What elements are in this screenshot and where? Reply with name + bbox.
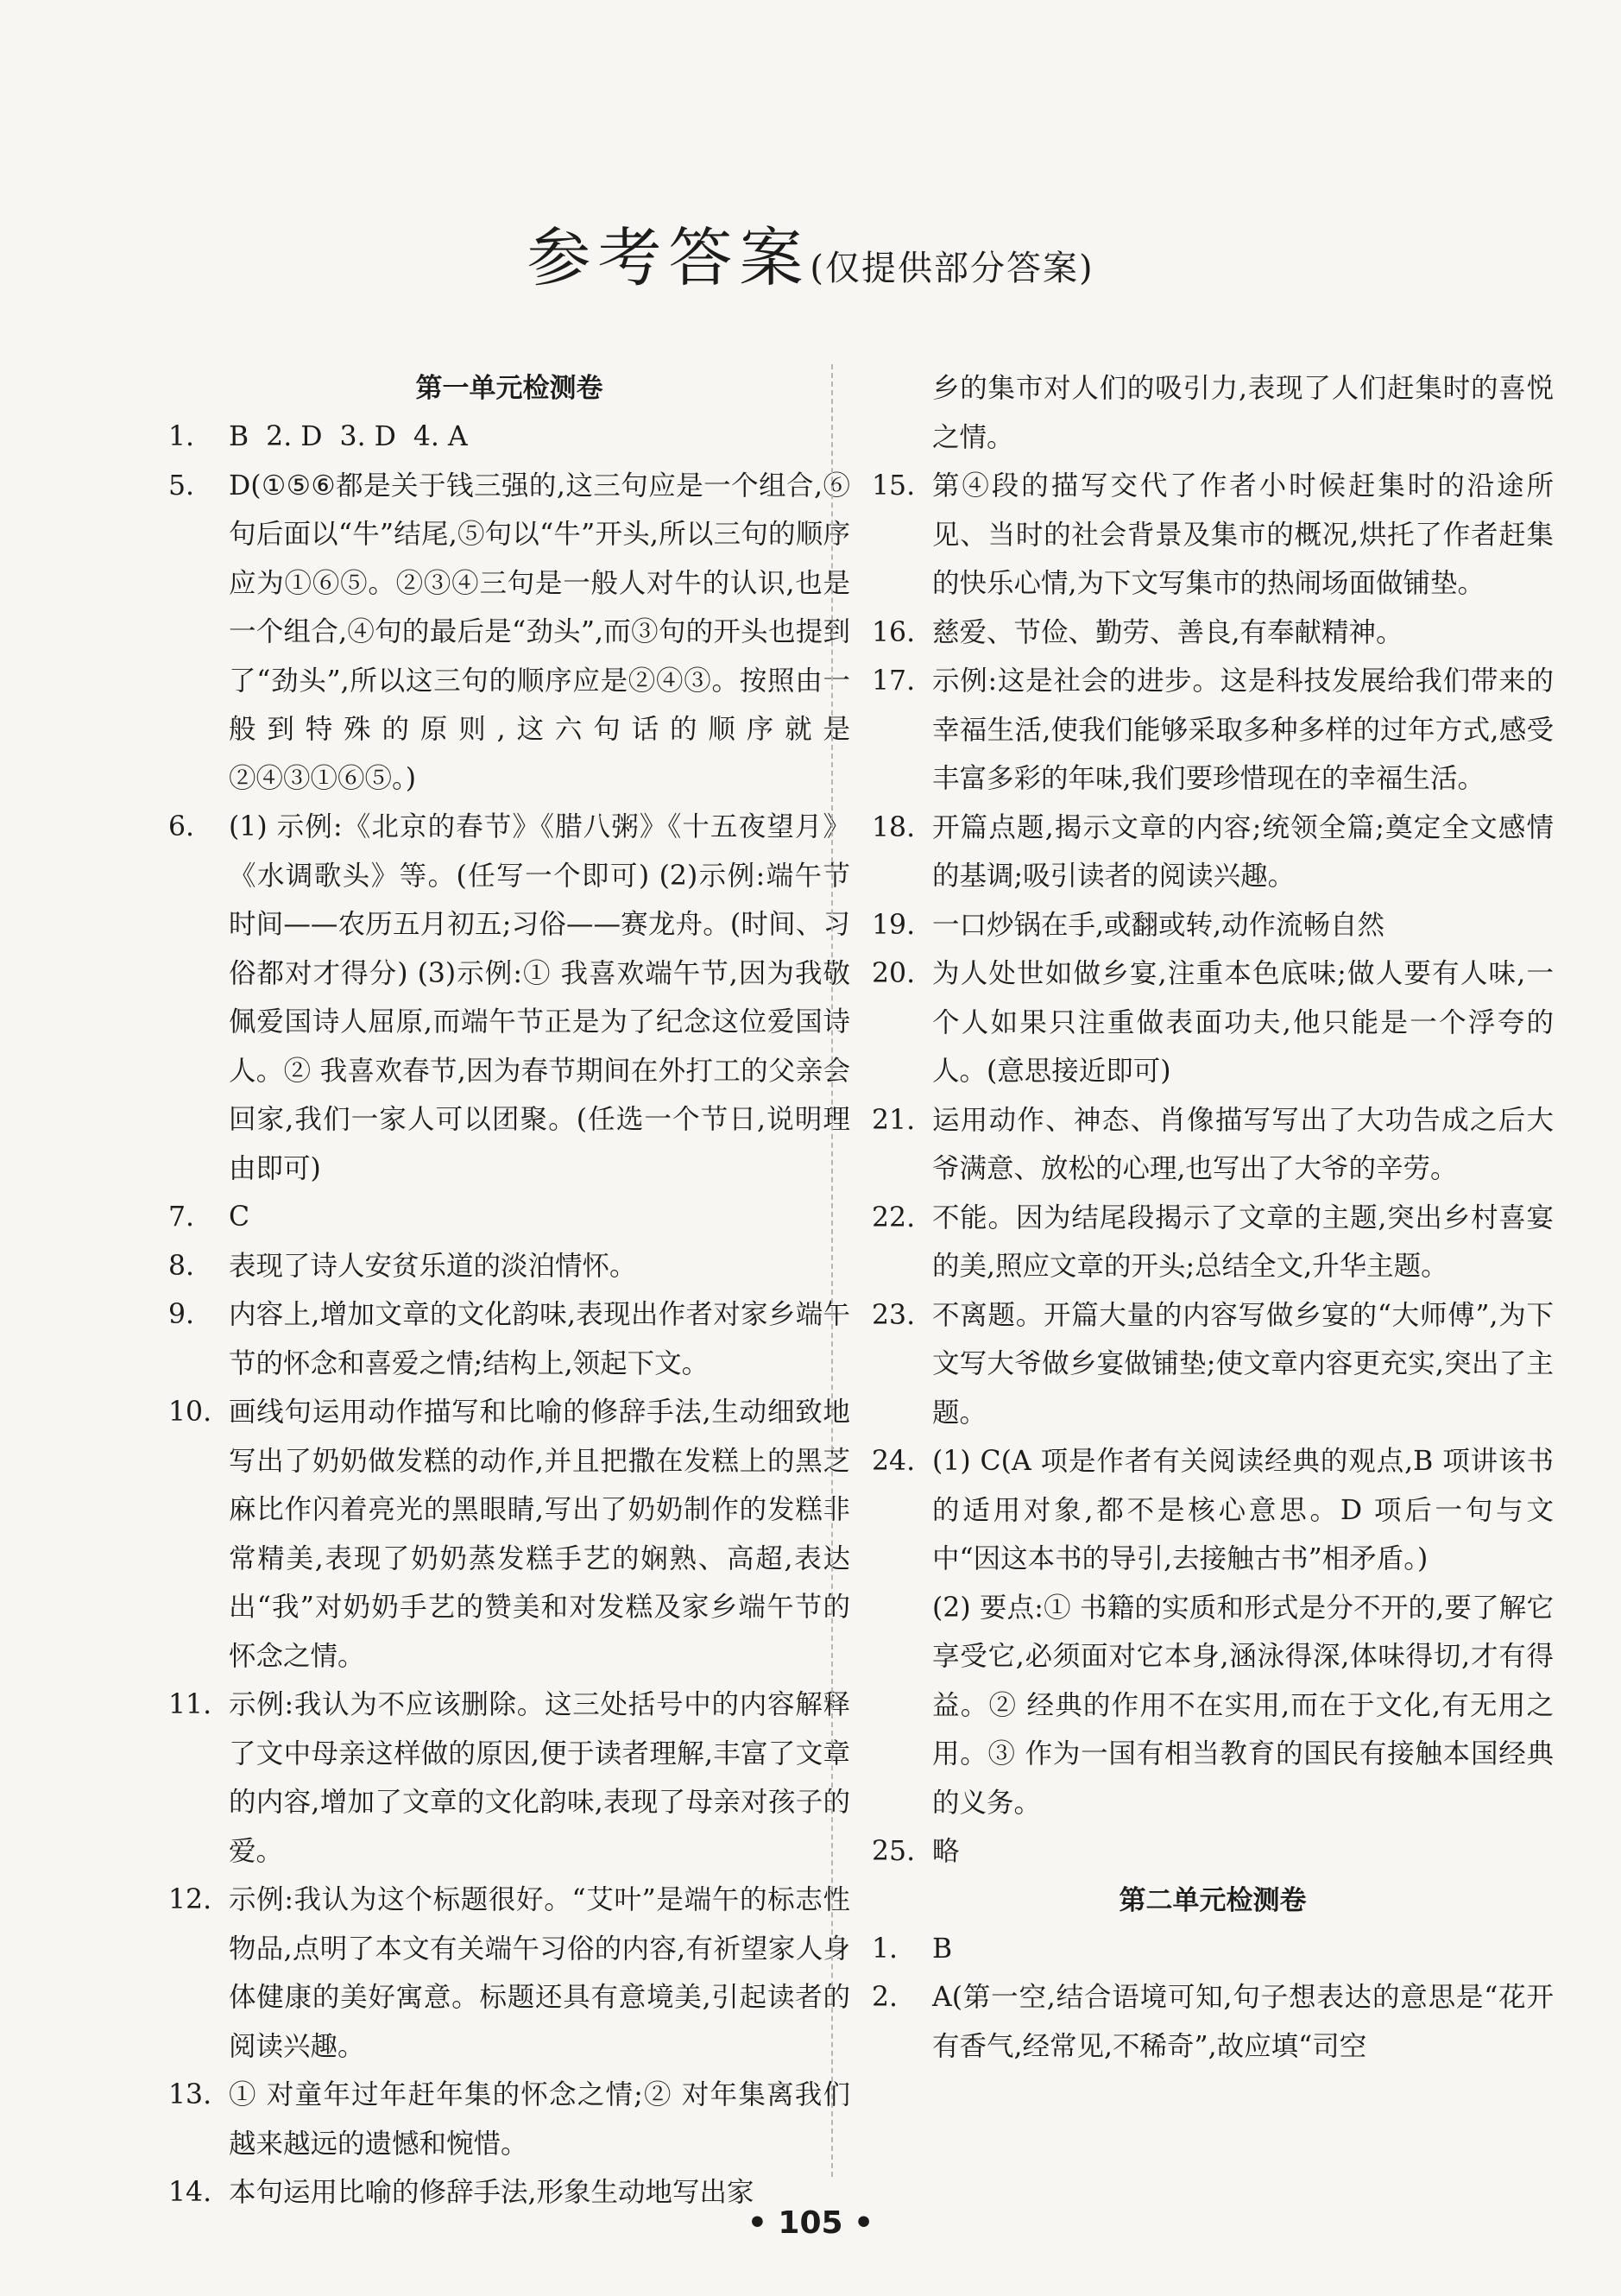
answer-item [168, 1193, 850, 1242]
answer-item [872, 1194, 1554, 1291]
answer-text: 第④段的描写交代了作者小时候赶集时的沿途所见、当时的社会背景及集市的概况,烘托了作者赶集的快乐心情,为下文写集市的热闹场面做铺垫。 [932, 470, 1554, 599]
answer-number: 11. [168, 1689, 212, 1720]
answer-text: (1) C(A 项是作者有关阅读经典的观点,B 项讲该书的适用对象,都不是核心意思。D 项后一句与文中“因这本书的导引,去接触古书”相矛盾。) [932, 1446, 1554, 1574]
answer-text: 画线句运用动作描写和比喻的修辞手法,生动细致地写出了奶奶做发糕的动作,并且把撒在发糕上的黑芝麻比作闪着亮光的黑眼睛,写出了奶奶制作的发糕非常精美,表现了奶奶蒸发糕手艺的娴熟、高超,表达出“我”对奶奶手艺的赞美和对发糕及家乡端午节的怀念之情。 [229, 1397, 850, 1672]
page-number: • 105 • [747, 2205, 874, 2241]
answer-text: D(①⑤⑥都是关于钱三强的,这三句应是一个组合,⑥句后面以“牛”结尾,⑤句以“牛”开头,所以三句的顺序应为①⑥⑤。②③④三句是一般人对牛的认识,也是一个组合,④句的最后是“劲头”,而③句的开头也提到了“劲头”,所以这三句的顺序应是②④③。按照由一般到特殊的原则,这六句话的顺序就是②④③①⑥⑤。) [229, 470, 850, 794]
title-subtitle: (仅提供部分答案) [810, 249, 1094, 288]
answer-item [872, 609, 1554, 658]
answer-number: 16. [872, 616, 916, 648]
answer-number: 6. [168, 811, 195, 842]
answer-item [872, 1827, 1554, 1877]
answer-number: 20. [872, 958, 916, 989]
answer-item [168, 1242, 850, 1291]
answer-number: 25. [872, 1836, 916, 1867]
answer-item [872, 657, 1554, 804]
title-main: 参考答案 [527, 221, 810, 295]
answer-number: 5. [168, 470, 195, 501]
answer-text: 本句运用比喻的修辞手法,形象生动地写出家 [229, 2177, 754, 2208]
answer-number: 12. [168, 1884, 212, 1915]
answer-number: 18. [872, 811, 916, 843]
answer-item [872, 1925, 1554, 1974]
answer-item [168, 1681, 850, 1876]
section-title-unit-1: 第一单元检测卷 [415, 373, 603, 404]
answer-text: 略 [932, 1836, 960, 1867]
answer-text: C [229, 1202, 250, 1233]
answer-subpart-text: (2) 要点:① 书籍的实质和形式是分不开的,要了解它享受它,必须面对它本身,涵泳得深,体味得切,才有得益。② 经典的作用不在实用,而在于文化,有无用之用。③ 作为一国有相当教育的国民有接触本国经典的义务。 [932, 1592, 1554, 1819]
answer-number: 14. [168, 2177, 212, 2208]
answer-item [168, 803, 850, 1193]
answer-text: 示例:这是社会的进步。这是科技发展给我们带来的幸福生活,使我们能够采取多种多样的过年方式,感受丰富多彩的年味,我们要珍惜现在的幸福生活。 [932, 665, 1554, 794]
answer-text: 不能。因为结尾段揭示了文章的主题,突出乡村喜宴的美,照应文章的开头;总结全文,升华主题。 [932, 1202, 1554, 1282]
answer-text: 开篇点题,揭示文章的内容;统领全篇;奠定全文感情的基调;吸引读者的阅读兴趣。 [932, 811, 1554, 892]
answer-text: B [932, 1933, 953, 1965]
answer-text: 内容上,增加文章的文化韵味,表现出作者对家乡端午节的怀念和喜爱之情;结构上,领起下文。 [229, 1299, 850, 1379]
answer-number: 24. [872, 1446, 916, 1477]
answer-item [872, 1973, 1554, 2071]
answer-number: 19. [872, 909, 916, 941]
section-title-unit-2: 第二单元检测卷 [1119, 1884, 1307, 1916]
answer-item [168, 2071, 850, 2168]
answer-text: 为人处世如做乡宴,注重本色底味;做人要有人味,一个人如果只注重做表面功夫,他只能是一个浮夸的人。(意思接近即可) [932, 958, 1554, 1087]
answer-item [872, 949, 1554, 1096]
answer-text: 不离题。开篇大量的内容写做乡宴的“大师傅”,为下文写大爷做乡宴做铺垫;使文章内容更充实,突出了主题。 [932, 1299, 1554, 1429]
left-column [168, 364, 850, 2217]
answer-item [872, 1437, 1554, 1584]
answer-text: 运用动作、神态、肖像描写写出了大功告成之后大爷满意、放松的心理,也写出了大爷的辛劳。 [932, 1104, 1554, 1184]
answer-text: ① 对童年过年赶年集的怀念之情;② 对年集离我们越来越远的遗憾和惋惜。 [229, 2079, 850, 2160]
answer-number: 1. [872, 1933, 899, 1965]
answer-text: (1) 示例:《北京的春节》《腊八粥》《十五夜望月》《水调歌头》等。(任写一个即可) (2)示例:端午节 时间——农历五月初五;习俗——赛龙舟。(时间、习俗都对才得分) (3)示例:① 我喜欢端午节,因为我敬佩爱国诗人屈原,而端午节正是为了纪念这位爱国诗人。② 我喜欢春节,因为春节期间在外打工的父亲会回家,我们一家人可以团聚。(任选一个节日,说明理由即可) [229, 811, 850, 1184]
column-divider [831, 364, 833, 2177]
answer-text: A(第一空,结合语境可知,句子想表达的意思是“花开有香气,经常见,不稀奇”,故应填“司空 [932, 1982, 1554, 2062]
right-column [872, 364, 1554, 2071]
answer-text: B 2. D 3. D 4. A [229, 421, 468, 452]
answer-item [168, 1388, 850, 1681]
answer-text: 示例:我认为不应该删除。这三处括号中的内容解释了文中母亲这样做的原因,便于读者理解,丰富了文章的内容,增加了文章的文化韵味,表现了母亲对孩子的爱。 [229, 1689, 850, 1867]
answer-item [168, 413, 850, 462]
page-title [0, 207, 1621, 299]
answer-number: 10. [168, 1397, 212, 1428]
answer-text: 表现了诗人安贫乐道的淡泊情怀。 [229, 1250, 637, 1282]
answer-number: 23. [872, 1299, 916, 1331]
answer-number: 2. [872, 1982, 899, 2013]
answer-number: 1. [168, 421, 195, 452]
answer-item [168, 1290, 850, 1388]
answer-item [872, 462, 1554, 609]
answer-number: 17. [872, 665, 916, 697]
answer-number: 21. [872, 1104, 916, 1136]
answer-item [872, 901, 1554, 950]
continued-answer-text: 乡的集市对人们的吸引力,表现了人们赶集时的喜悦之情。 [932, 373, 1554, 453]
answer-text: 慈爱、节俭、勤劳、善良,有奉献精神。 [932, 616, 1403, 648]
answer-item [872, 804, 1554, 901]
answer-number: 15. [872, 470, 916, 501]
answer-text: 一口炒锅在手,或翻或转,动作流畅自然 [932, 909, 1385, 941]
answer-item [168, 1876, 850, 2071]
answer-number: 9. [168, 1299, 195, 1330]
answer-number: 8. [168, 1250, 195, 1282]
answer-text: 示例:我认为这个标题很好。“艾叶”是端午的标志性物品,点明了本文有关端午习俗的内容,有祈望家人身体健康的美好寓意。标题还具有意境美,引起读者的阅读兴趣。 [229, 1884, 850, 2062]
answer-item [872, 1096, 1554, 1194]
answer-item [872, 1291, 1554, 1438]
answer-item [168, 462, 850, 804]
answer-number: 13. [168, 2079, 212, 2110]
answer-number: 7. [168, 1202, 195, 1233]
answer-number: 22. [872, 1202, 916, 1233]
